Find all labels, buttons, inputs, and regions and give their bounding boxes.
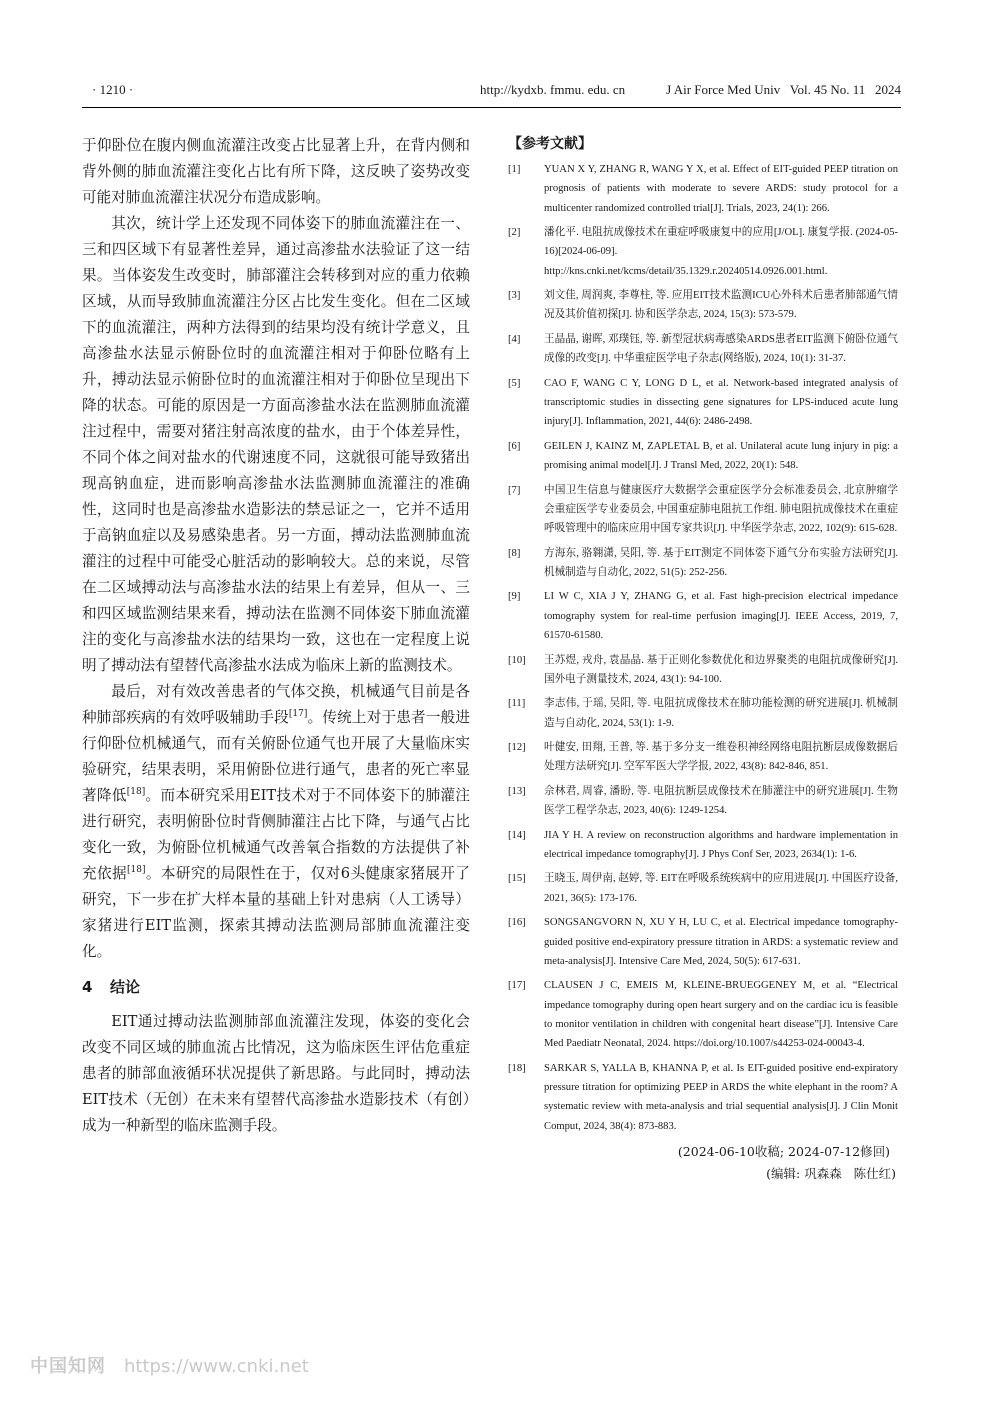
reference-text: 刘文佳, 周润爽, 李尊柱, 等. 应用EIT技术监测ICU心外科术后患者肺部通气情况及其价值初探[J]. 协和医学杂志, 2024, 15(3): 573-579. xyxy=(544,290,898,321)
reference-item xyxy=(508,481,898,539)
reference-item xyxy=(508,437,898,476)
reference-number: [13] xyxy=(508,785,526,797)
reference-item xyxy=(508,694,898,733)
reference-item xyxy=(508,738,898,777)
reference-text: CLAUSEN J C, EMEIS M, KLEINE-BRUEGGENEY M, et al. “Electrical impedance tomography during open heart surgery and on the cardiac icu is feasible to monitor ventilation in children with congenital heart disease”[J]. Intensive Care Med Paediatr Neonatal, 2024. https://doi.org/10.1007/s44253-024-00043-4. xyxy=(544,980,898,1050)
reference-number: [4] xyxy=(508,333,521,345)
reference-text: LI W C, XIA J Y, ZHANG G, et al. Fast high-precision electrical impedance tomography system for real-time perfusion imaging[J]. IEEE Access, 2019, 7, 61570-61580. xyxy=(544,591,898,642)
watermark-url[interactable]: https://www.cnki.net xyxy=(124,1356,309,1377)
citation-18[interactable]: [18] xyxy=(126,787,146,798)
reference-item xyxy=(508,160,898,218)
reference-item xyxy=(508,330,898,369)
reference-item xyxy=(508,544,898,583)
reference-text: SARKAR S, YALLA B, KHANNA P, et al. Is EIT-guided positive end-expiratory pressure titration for optimizing PEEP in ARDS the white elephant in the room? A systematic review with meta-analysis and trial sequential analysis[J]. J Clin Monit Comput, 2024, 38(4): 873-883. xyxy=(544,1062,898,1132)
paragraph-3-text-b: 。传统上对于患者一般进行仰卧位机械通气，而有关俯卧位通气也开展了大量临床实验研究，结果表明，采用俯卧位进行通气，患者的死亡率显著降低 xyxy=(82,709,470,804)
paragraph-2: 其次，统计学上还发现不同体姿下的肺血流灌注在一、三和四区域下有显著性差异，通过高渗盐水法验证了这一结果。当体姿发生改变时，肺部灌注会转移到对应的重力依赖区域，从而导致肺血流灌注分区占比发生变化。但在二区域下的血流灌注，两种方法得到的结果均没有统计学意义，且高渗盐水法显示俯卧位时的血流灌注相对于仰卧位略有上升，搏动法显示俯卧位时的血流灌注相对于仰卧位呈现出下降的状态。可能的原因是一方面高渗盐水法在监测肺血流灌注过程中，需要对猪注射高浓度的盐水，由于个体差异性，不同个体之间对盐水的代谢速度不同，这就很可能导致猪出现高钠血症，进而影响高渗盐水法监测肺血流灌注的准确性，这同时也是高渗盐水造影法的禁忌证之一，它并不适用于高钠血症以及易感染患者。另一方面，搏动法监测肺血流灌注的过程中可能受心脏活动的影响较大。总的来说，尽管在二区域搏动法与高渗盐水法的结果上有差异，但从一、三和四区域监测结果来看，搏动法在监测不同体姿下肺血流灌注的变化与高渗盐水法的结果均一致，这也在一定程度上说明了搏动法有望替代高渗盐水法成为临床上新的监测技术。 xyxy=(82,215,470,674)
reference-number: [12] xyxy=(508,742,526,754)
reference-item xyxy=(508,651,898,690)
header-rule xyxy=(82,107,901,108)
references-list xyxy=(508,160,898,1136)
reference-text: 潘化平. 电阻抗成像技术在重症呼吸康复中的应用[J/OL]. 康复学报. (2024-05-16)[2024-06-09]. http://kns.cnki.net/kcms/detail/35.1329.r.20240514.0926.001.html. xyxy=(544,227,898,277)
reference-number: [8] xyxy=(508,547,521,559)
paragraph-3-text-d: 。本研究的局限性在于，仅对6头健康家猪展开了研究，下一步在扩大样本量的基础上针对患病（人工诱导）家猪进行EIT监测，探索其搏动法监测局部肺血流灌注变化。 xyxy=(82,865,470,960)
reference-item xyxy=(508,913,898,971)
reference-number: [2] xyxy=(508,227,521,239)
reference-number: [1] xyxy=(508,164,521,175)
reference-number: [16] xyxy=(508,917,526,929)
citation-18-b[interactable]: [18] xyxy=(126,865,146,876)
editor-credit: (编辑: 巩森森 陈仕红) xyxy=(766,1166,896,1182)
reference-number: [7] xyxy=(508,484,521,496)
reference-text: 王苏煜, 戎舟, 袁晶晶. 基于正则化参数优化和边界聚类的电阻抗成像研究[J]. 国外电子测量技术, 2024, 43(1): 94-100. xyxy=(544,654,898,685)
section-title: 结论 xyxy=(110,978,141,996)
received-dates: (2024-06-10收稿; 2024-07-12修回) xyxy=(677,1144,890,1160)
reference-text: SONGSANGVORN N, XU Y H, LU C, et al. Electrical impedance tomography-guided positive end-expiratory pressure titration in ARDS: a systematic review and meta-analysis[J]. Intensive Care Med, 2024, 50(5): 617-631. xyxy=(544,917,898,967)
reference-number: [6] xyxy=(508,440,521,452)
right-column xyxy=(508,132,898,1185)
paragraph-3 xyxy=(82,679,470,965)
reference-item xyxy=(508,374,898,432)
reference-item xyxy=(508,286,898,325)
paragraph-1: 于仰卧位在腹内侧血流灌注改变占比显著上升，在背内侧和背外侧的肺血流灌注变化占比有所下降，这反映了姿势改变可能对肺血流灌注状况分布造成影响。 xyxy=(82,137,470,206)
reference-number: [9] xyxy=(508,591,521,603)
conclusion-paragraph: EIT通过搏动法监测肺部血流灌注发现，体姿的变化会改变不同区域的肺血流占比情况，这为临床医生评估危重症患者的肺部血液循环状况提供了新思路。与此同时，搏动法EIT技术（无创）在未来有望替代高渗盐水造影技术（有创）成为一种新型的临床监测手段。 xyxy=(82,1013,470,1134)
reference-number: [17] xyxy=(508,980,526,992)
reference-text: 李志伟, 于瑶, 吴阳, 等. 电阻抗成像技术在肺功能检测的研究进展[J]. 机械制造与自动化, 2024, 53(1): 1-9. xyxy=(544,698,898,729)
reference-item xyxy=(508,782,898,821)
paragraph-3-text-a: 最后，对有效改善患者的气体交换，机械通气目前是各种肺部疾病的有效呼吸辅助手段 xyxy=(82,683,470,726)
reference-item xyxy=(508,869,898,908)
reference-text: 佘林君, 周睿, 潘盼, 等. 电阻抗断层成像技术在肺灌注中的研究进展[J]. 生物医学工程学杂志, 2023, 40(6): 1249-1254. xyxy=(544,785,898,817)
cnki-watermark xyxy=(30,1352,309,1378)
page-number: · 1210 · xyxy=(92,82,134,97)
reference-text: 王晶晶, 谢晖, 邓璞钰, 等. 新型冠状病毒感染ARDS患者EIT监测下俯卧位通气成像的改变[J]. 中华重症医学电子杂志(网络版), 2024, 10(1): 31-37. xyxy=(544,333,898,365)
reference-text: 中国卫生信息与健康医疗大数据学会重症医学分会标准委员会, 北京肿瘤学会重症医学专业委员会, 中国重症肺电阻抗工作组. 肺电阻抗成像技术在重症呼吸管理中的临床应用中国专家共识[J]. 中华医学杂志, 2022, 102(9): 615-628. xyxy=(544,484,898,535)
page-header xyxy=(92,82,901,102)
watermark-logo-text: 中国知网 xyxy=(30,1356,106,1377)
left-column xyxy=(82,133,470,1139)
citation-17[interactable]: [17] xyxy=(288,709,308,720)
reference-text: JIA Y H. A review on reconstruction algorithms and hardware implementation in electrical impedance tomography[J]. J Phys Conf Ser, 2023, 2634(1): 1-6. xyxy=(544,829,898,860)
paragraph-3-text-c: 。而本研究采用EIT技术对于不同体姿下的肺灌注进行研究，表明俯卧位时背侧肺灌注占比下降，与通气占比变化一致，为俯卧位机械通气改善氧合指数的方法提供了补充依据 xyxy=(82,787,470,882)
reference-text: YUAN X Y, ZHANG R, WANG Y X, et al. Effect of EIT-guided PEEP titration on prognosis of patients with moderate to severe ARDS: study protocol for a multicenter randomized controlled trial[J]. Trials, 2023, 24(1): 266. xyxy=(544,164,898,214)
reference-text: CAO F, WANG C Y, LONG D L, et al. Network-based integrated analysis of transcriptomic studies in dissecting gene signatures for LPS-induced acute lung injury[J]. Inflammation, 2021, 44(6): 2486-2498. xyxy=(544,377,898,428)
references-title: 【参考文献】 xyxy=(508,136,592,152)
reference-number: [14] xyxy=(508,829,526,841)
reference-item xyxy=(508,1059,898,1136)
section-number: 4 xyxy=(82,978,93,996)
reference-number: [15] xyxy=(508,873,526,885)
reference-number: [10] xyxy=(508,654,526,666)
journal-url[interactable]: http://kydxb. fmmu. edu. cn xyxy=(480,82,626,97)
reference-number: [5] xyxy=(508,377,521,389)
reference-item xyxy=(508,976,898,1053)
reference-item xyxy=(508,826,898,865)
section-heading xyxy=(82,975,470,999)
reference-number: [3] xyxy=(508,290,521,302)
journal-info: J Air Force Med Univ Vol. 45 No. 11 2024 xyxy=(666,82,901,97)
reference-number: [18] xyxy=(508,1062,526,1074)
reference-text: GEILEN J, KAINZ M, ZAPLETAL B, et al. Unilateral acute lung injury in pig: a promising animal model[J]. J Transl Med, 2022, 20(1): 548. xyxy=(544,440,898,472)
reference-item xyxy=(508,223,898,281)
reference-item xyxy=(508,587,898,645)
reference-number: [11] xyxy=(508,698,526,710)
reference-text: 王晓玉, 周伊南, 赵婷, 等. EIT在呼吸系统疾病中的应用进展[J]. 中国医疗设备, 2021, 36(5): 173-176. xyxy=(544,873,898,904)
reference-text: 方海东, 骆翱潇, 吴阳, 等. 基于EIT测定不同体姿下通气分布实验方法研究[J]. 机械制造与自动化, 2022, 51(5): 252-256. xyxy=(544,547,898,578)
reference-text: 叶健安, 田翔, 王普, 等. 基于多分支一维卷积神经网络电阻抗断层成像数据后处理方法研究[J]. 空军军医大学学报, 2022, 43(8): 842-846, 851. xyxy=(544,742,898,773)
